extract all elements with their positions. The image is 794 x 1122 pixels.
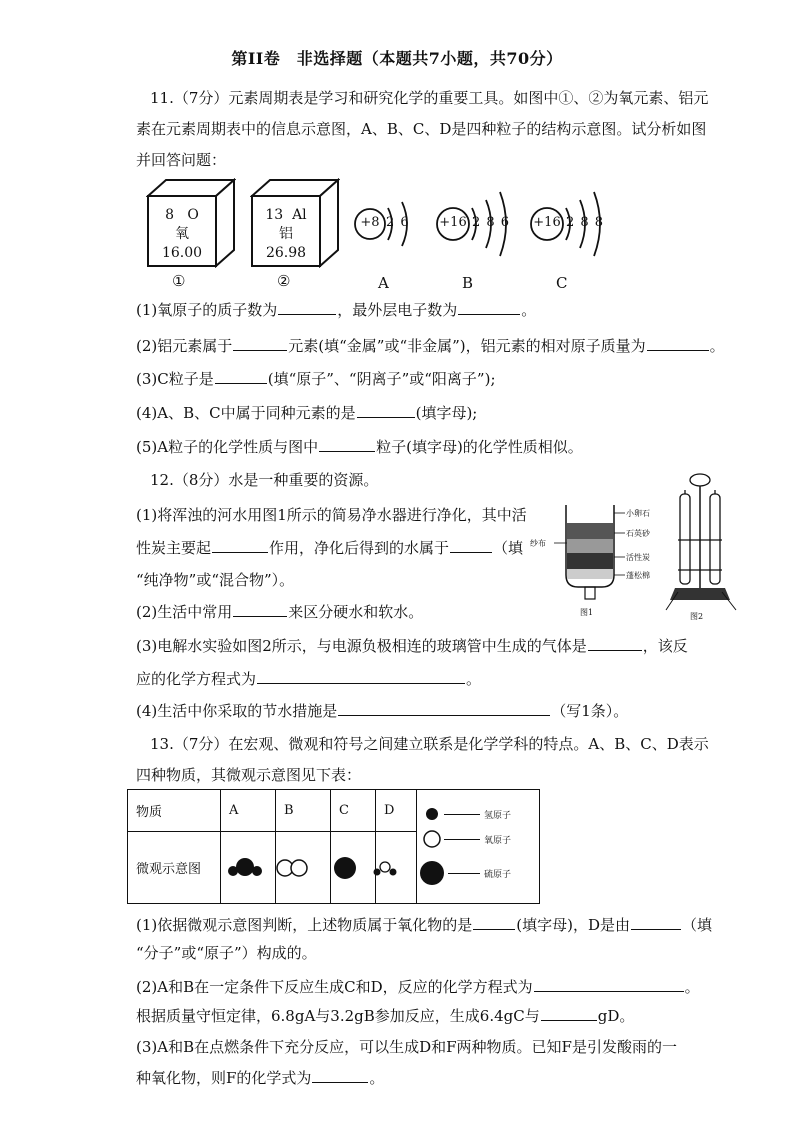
nucleus-charge: +16 (533, 215, 561, 230)
column-d: D (376, 790, 417, 832)
column-b: B (276, 790, 331, 832)
answer-blank[interactable] (215, 369, 267, 384)
molecule-d-icon (371, 859, 399, 879)
q13-stem-1: 13.（7分）在宏观、微观和符号之间建立联系是化学学科的特点。A、B、C、D表示 (150, 735, 709, 753)
legend-hydrogen: 氢原子 (484, 811, 512, 821)
answer-blank[interactable] (212, 538, 268, 553)
answer-blank[interactable] (312, 1068, 368, 1083)
q11-stem-2: 素在元素周期表中的信息示意图，A、B、C、D是四种粒子的结构示意图。试分析如图 (136, 120, 707, 138)
q11-part-5: (5)A粒子的化学性质与图中 粒子(填字母)的化学性质相似。 (136, 438, 583, 456)
particle-label-b: B (462, 274, 474, 292)
element-label-1: ① (172, 272, 186, 290)
element-symbol: Al (292, 207, 307, 223)
element-symbol: O (187, 207, 199, 223)
q13-part-1-line1: (1)依据微观示意图判断，上述物质属于氧化物的是 (填字母)，D是由 （填 (136, 916, 712, 934)
answer-blank[interactable] (458, 300, 520, 315)
answer-blank[interactable] (588, 636, 642, 651)
q12-stem: 12.（8分）水是一种重要的资源。 (150, 471, 379, 489)
element-mass: 16.00 (161, 245, 203, 261)
q12-part-2: (2)生活中常用 来区分硬水和软水。 (136, 603, 424, 621)
table-row-label: 微观示意图 (128, 832, 221, 904)
q11-part-2: (2)铝元素属于 元素(填“金属”或“非金属”)，铝元素的相对原子质量为 。 (136, 337, 725, 355)
answer-blank[interactable] (233, 336, 287, 351)
q12-part-1-line1: (1)将浑浊的河水用图1所示的简易净水器进行净化，其中活 (136, 506, 527, 524)
label-layer: 活性炭 (626, 553, 650, 562)
q12-part-1-line2: 性炭主要起 作用，净化后得到的水属于 （填 (136, 539, 524, 557)
element-number: 8 (165, 207, 175, 223)
element-number: 13 (265, 207, 284, 223)
legend-line (444, 814, 480, 815)
figure-caption: 图1 (580, 608, 594, 617)
answer-blank[interactable] (534, 977, 684, 992)
answer-blank[interactable] (319, 437, 375, 452)
answer-blank[interactable] (450, 538, 492, 553)
electron-config: 2 8 6 (472, 215, 511, 230)
element-mass: 26.98 (265, 245, 307, 261)
answer-blank[interactable] (233, 602, 287, 617)
figure-caption: 图2 (690, 612, 704, 621)
answer-blank[interactable] (541, 1006, 597, 1021)
q13-part-1-line2: “分子”或“原子”）构成的。 (136, 944, 317, 962)
answer-blank[interactable] (257, 669, 465, 684)
table-header: 物质 (128, 790, 221, 832)
molecule-a-icon (225, 853, 267, 883)
q12-part-4: (4)生活中你采取的节水措施是 （写1条）。 (136, 702, 629, 720)
q13-part-3-line1: (3)A和B在点燃条件下充分反应，可以生成D和F两种物质。已知F是引发酸雨的一 (136, 1038, 677, 1056)
label-layer: 石英砂 (626, 529, 650, 538)
q13-stem-2: 四种物质，其微观示意图见下表： (136, 766, 362, 784)
column-a: A (221, 790, 276, 832)
q11-part-4: (4)A、B、C中属于同种元素的是 (填字母); (136, 404, 478, 422)
element-name: 氧 (175, 226, 189, 242)
nucleus-charge: +16 (439, 215, 467, 230)
molecule-b-icon (275, 856, 311, 880)
figure-1-water-purifier (530, 495, 650, 625)
legend-line (448, 873, 480, 874)
element-card-oxygen (146, 178, 236, 268)
answer-blank[interactable] (278, 300, 336, 315)
q13-part-2-line1: (2)A和B在一定条件下反应生成C和D，反应的化学方程式为 。 (136, 978, 700, 996)
legend-line (444, 839, 480, 840)
hydrogen-atom-icon (424, 806, 440, 822)
label-layer: 小卵石 (626, 509, 650, 518)
legend-sulfur: 硫原子 (484, 870, 512, 880)
answer-blank[interactable] (647, 336, 709, 351)
q13-substance-table (127, 789, 540, 904)
answer-blank[interactable] (473, 915, 515, 930)
element-label-2: ② (277, 272, 291, 290)
particle-label-a: A (378, 274, 389, 292)
q13-part-3-line2: 种氧化物，则F的化学式为 。 (136, 1069, 385, 1087)
answer-blank[interactable] (357, 403, 415, 418)
q12-part-1-line3: “纯净物”或“混合物”）。 (136, 571, 295, 589)
answer-blank[interactable] (631, 915, 681, 930)
particle-label-c: C (556, 274, 568, 292)
particle-c-diagram (526, 178, 626, 268)
oxygen-atom-icon (422, 829, 442, 849)
electron-config: 2 6 (386, 215, 410, 230)
q12-part-3-line2: 应的化学方程式为 。 (136, 670, 482, 688)
element-name: 铝 (279, 226, 293, 242)
sulfur-atom-icon (418, 859, 446, 887)
label-layer: 蓬松棉 (626, 571, 650, 580)
q11-stem-1: 11.（7分）元素周期表是学习和研究化学的重要工具。如图中①、②为氧元素、铝元 (150, 89, 709, 107)
element-card-aluminum (250, 178, 340, 268)
legend-oxygen: 氧原子 (484, 836, 512, 846)
answer-blank[interactable] (338, 701, 550, 716)
q11-part-1: (1)氧原子的质子数为 ，最外层电子数为 。 (136, 301, 537, 319)
q12-part-3-line1: (3)电解水实验如图2所示，与电源负极相连的玻璃管中生成的气体是 ，该反 (136, 637, 688, 655)
molecule-c-icon (332, 855, 358, 881)
label-gauze: 纱布 (530, 539, 546, 548)
particle-a-diagram (350, 190, 430, 260)
q11-stem-3: 并回答问题： (136, 151, 227, 169)
electrolysis-apparatus-icon (660, 470, 740, 625)
q13-part-2-line2: 根据质量守恒定律，6.8gA与3.2gB参加反应，生成6.4gC与 gD。 (136, 1007, 635, 1025)
column-c: C (331, 790, 376, 832)
section-title: 第II卷 非选择题（本题共7小题，共70分） (231, 49, 563, 68)
figure-2-electrolysis (660, 470, 740, 625)
q11-part-3: (3)C粒子是 (填“原子”、“阴离子”或“阳离子”); (136, 370, 496, 388)
nucleus-charge: +8 (360, 215, 380, 230)
electron-config: 2 8 8 (566, 215, 605, 230)
particle-b-diagram (432, 178, 532, 268)
